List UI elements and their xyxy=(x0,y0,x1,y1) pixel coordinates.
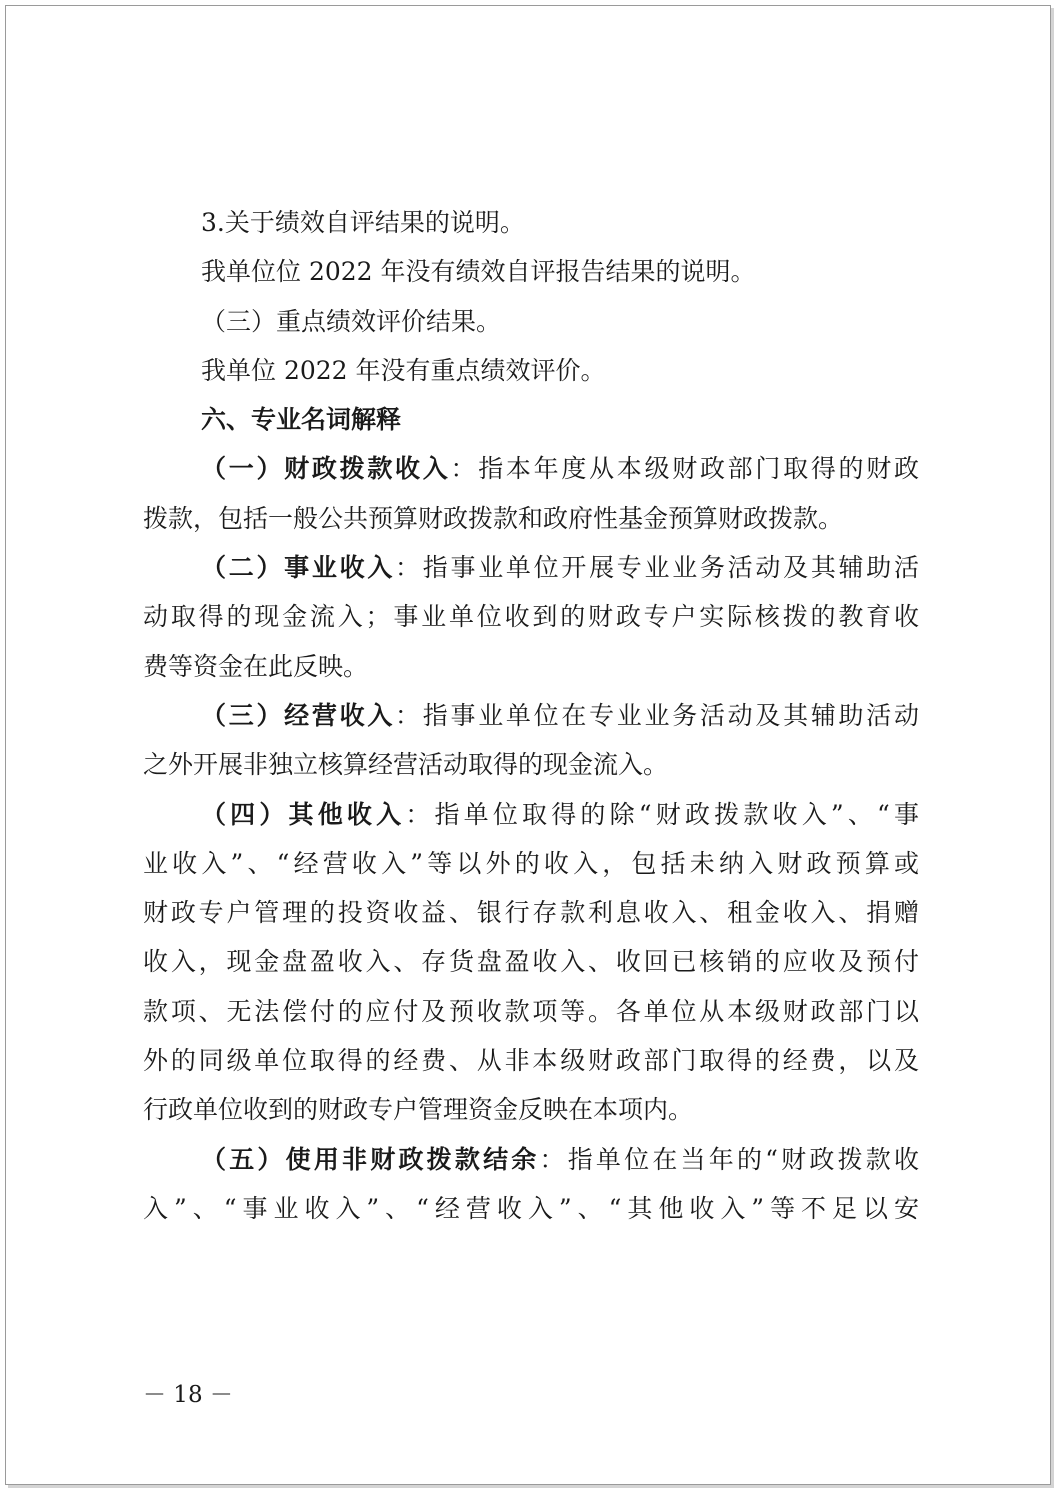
document-body xyxy=(143,198,919,1233)
page-number: － 18 － xyxy=(143,1382,233,1408)
text-line: 收入，现金盘盈收入、存货盘盈收入、收回已核销的应收及预付 xyxy=(143,947,919,977)
term-first-line: （三）经营收入：指事业单位在专业业务活动及其辅助活动 xyxy=(201,700,919,730)
term-label: （二）事业收入 xyxy=(201,553,396,583)
text-line: 业收入”、“经营收入”等以外的收入，包括未纳入财政预算或 xyxy=(143,848,919,878)
term-label: （三）经营收入 xyxy=(201,700,396,730)
text-line: 款项、无法偿付的应付及预收款项等。各单位从本级财政部门以 xyxy=(143,996,919,1026)
text-line: 拨款，包括一般公共预算财政拨款和政府性基金预算财政拨款。 xyxy=(143,503,844,533)
term-label: （五）使用非财政拨款结余 xyxy=(201,1144,540,1174)
term-first-line: （二）事业收入：指事业单位开展专业业务活动及其辅助活 xyxy=(201,553,919,583)
section-subheading: （三）重点绩效评价结果。 xyxy=(201,306,502,336)
text-line: 入”、“事业收入”、“经营收入”、“其他收入”等不足以安 xyxy=(143,1193,919,1223)
text-line: 财政专户管理的投资收益、银行存款利息收入、租金收入、捐赠 xyxy=(143,898,919,928)
text-line: 动取得的现金流入；事业单位收到的财政专户实际核拨的教育收 xyxy=(143,602,919,632)
text-line: 我单位 2022 年没有重点绩效评价。 xyxy=(201,355,606,385)
text-line: 我单位位 2022 年没有绩效自评报告结果的说明。 xyxy=(201,257,756,287)
text-line: 3.关于绩效自评结果的说明。 xyxy=(201,208,525,237)
text-line: 外的同级单位取得的经费、从非本级财政部门取得的经费，以及 xyxy=(143,1046,919,1076)
term-label: （一）财政拨款收入 xyxy=(201,454,451,484)
section-heading: 六、专业名词解释 xyxy=(201,405,402,435)
term-label: （四）其他收入 xyxy=(201,799,406,829)
text-line: 之外开展非独立核算经营活动取得的现金流入。 xyxy=(143,750,669,780)
term-first-line: （四）其他收入：指单位取得的除“财政拨款收入”、“事 xyxy=(201,799,919,829)
text-line: 行政单位收到的财政专户管理资金反映在本项内。 xyxy=(143,1095,694,1125)
term-first-line: （一）财政拨款收入：指本年度从本级财政部门取得的财政 xyxy=(201,454,919,484)
text-line: 费等资金在此反映。 xyxy=(143,651,369,681)
term-first-line: （五）使用非财政拨款结余：指单位在当年的“财政拨款收 xyxy=(201,1144,919,1174)
